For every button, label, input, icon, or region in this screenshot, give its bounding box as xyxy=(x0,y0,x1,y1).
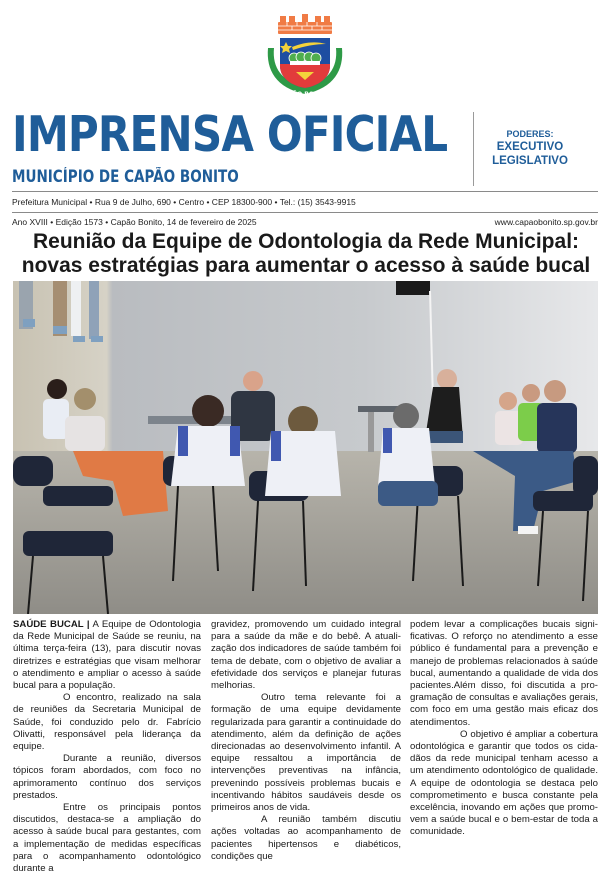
powers-box xyxy=(480,128,580,168)
article-paragraph: SAÚDE BUCAL | A Equipe de Odontologia da Rede Municipal de Saúde se reuniu, na última terça-feira (13), para discutir novas diretrizes e estratégias que visam melhorar o atendimento e ampliar o acesso à saúde bucal para a população. xyxy=(13,619,201,692)
article-paragraph: Outro tema relevante foi a formação de uma equipe devidamente regularizada para garantir a continuidade do atendimento, além da definição de ações direcionadas ao desenvolvimento infantil. A equipe ressaltou a importância de intervenções preventivas na infância, prevenindo possíveis problemas bucais e incentivando hábitos saudáveis desde os primeiros anos de vida. xyxy=(211,692,401,814)
power-legislativo: LEGISLATIVO xyxy=(492,155,568,167)
address-line: Prefeitura Municipal • Rua 9 de Julho, 690 • Centro • CEP 18300-900 • Tel.: (15) 3543-9915 xyxy=(12,197,356,207)
municipality-subtitle: MUNICÍPIO DE CAPÃO BONITO xyxy=(12,167,239,186)
powers-label: PODERES: xyxy=(506,129,554,139)
rule-divider xyxy=(12,191,598,192)
website-link[interactable]: www.capaobonito.sp.gov.br xyxy=(494,217,598,227)
power-executivo: EXECUTIVO xyxy=(496,141,564,153)
svg-text:CAPÃO BONITO: CAPÃO BONITO xyxy=(279,91,331,98)
publication-title: IMPRENSA OFICIAL xyxy=(12,106,448,163)
article-column-3 xyxy=(410,619,598,839)
article-paragraph: podem levar a complicações bucais significativas. O reforço no atendimento a esse público é fundamental para a prevenção e manejo de problemas relacionados à saúde bucal, aumentando a qualidade de vida dos pacientes.Além disso, foi discutida a programação de consultas e avaliações gerais, com foco em uma gestão mais eficaz dos atendimentos. xyxy=(410,619,598,728)
edition-line: Ano XVIII • Edição 1573 • Capão Bonito, 14 de fevereiro de 2025 xyxy=(12,217,257,227)
article-paragraph: Entre os principais pontos discutidos, destaca-se a ampliação do acesso à saúde bucal para gestantes, com a implementação de medidas específicas para o acompanhamento odontológico durante a xyxy=(13,802,201,875)
article-paragraph: O encontro, realizado na sala de reuniões da Secretaria Municipal de Saúde, foi conduzido pelo dr. Fabrício Olivatti, responsável pela liderança da equipe. xyxy=(13,692,201,753)
article-column-2 xyxy=(211,619,401,863)
masthead-divider xyxy=(473,112,474,186)
article-paragraph: A reunião também discutiu ações voltadas ao acompanhamento de pacientes hipertensos e diabéticos, condições que xyxy=(211,814,401,862)
article-kicker: SAÚDE BUCAL | xyxy=(13,619,90,630)
meeting-photo xyxy=(13,281,598,614)
article-headline xyxy=(0,230,612,278)
article-paragraph: O objetivo é ampliar a cobertura odontológica e garantir que todos os cidadãos da rede municipal tenham acesso a um atendimento odontológico de qualidade. A equipe de odontologia se destaca pelo comprometimento e busca constante pela excelência, inovando em ações que promovem a saúde bucal e o bem-estar de toda a comunidade. xyxy=(410,728,598,838)
article-column-1 xyxy=(13,619,201,875)
municipal-crest-icon xyxy=(262,14,348,98)
article-paragraph: Durante a reunião, diversos tópicos foram abordados, com foco no aprimoramento contínuo dos serviços prestados. xyxy=(13,753,201,801)
headline-line-1: Reunião da Equipe de Odontologia da Rede Municipal: xyxy=(32,230,580,253)
headline-line-2: novas estratégias para aumentar o acesso à saúde bucal xyxy=(21,254,591,277)
article-paragraph: gravidez, promovendo um cuidado integral para a saúde da mãe e do bebê. A atualização dos indicadores de saúde também foi tema de debate, com o objetivo de avaliar a efetividade dos serviços e planejar futuras melhorias. xyxy=(211,619,401,692)
rule-divider xyxy=(12,212,598,213)
